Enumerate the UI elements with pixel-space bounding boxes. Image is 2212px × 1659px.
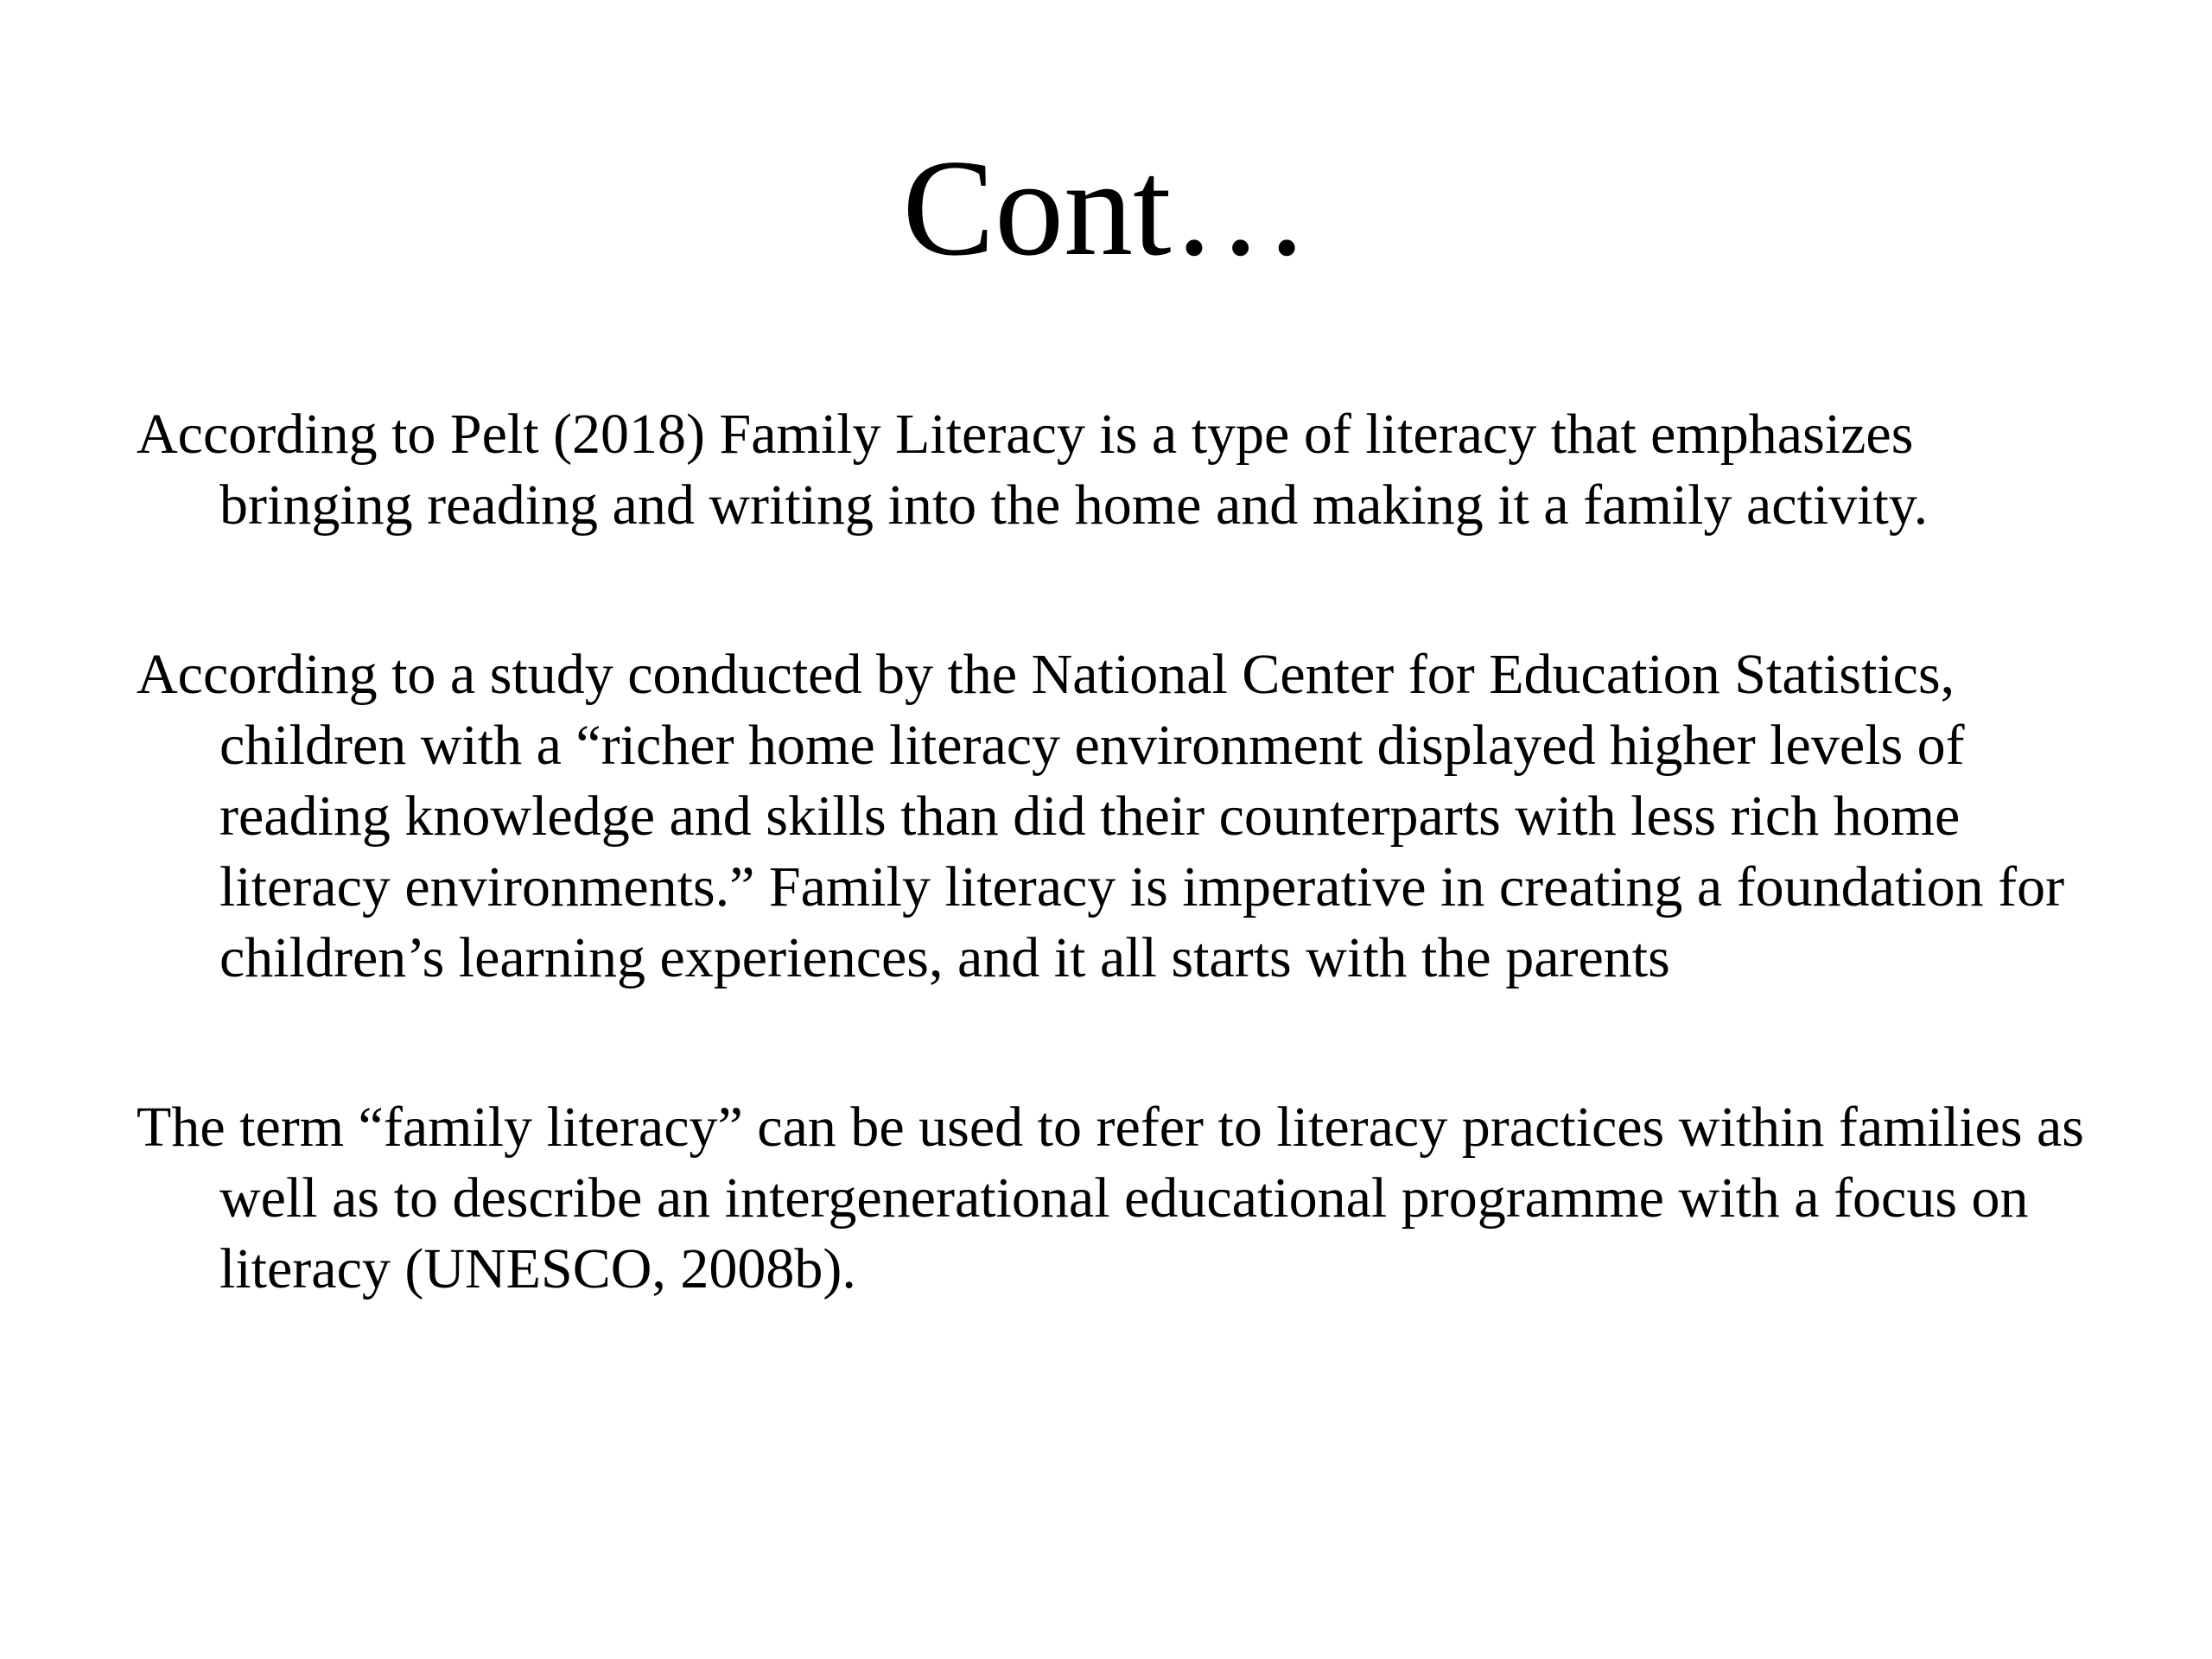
paragraph-nces-study: According to a study conducted by the National Center for Education Statistics, children with a “richer home literacy environment displayed higher levels of reading knowledge and skills than did their counterparts with less rich home literacy environments.” Family literacy is imperative in creating a foundation for children’s learning experiences, and it all starts with the parents: [137, 643, 2065, 989]
slide-body: [137, 399, 2115, 1403]
paragraph-unesco-term: The term “family literacy” can be used to refer to literacy practices within families as well as to describe an intergenerational educational programme with a focus on literacy (UNESCO, 2008b).: [137, 1096, 2084, 1300]
slide-title: Cont…: [902, 130, 1310, 284]
paragraph-pelt-definition: According to Pelt (2018) Family Literacy is a type of literacy that emphasizes bringing reading and writing into the home and making it a family activity.: [137, 403, 1929, 537]
